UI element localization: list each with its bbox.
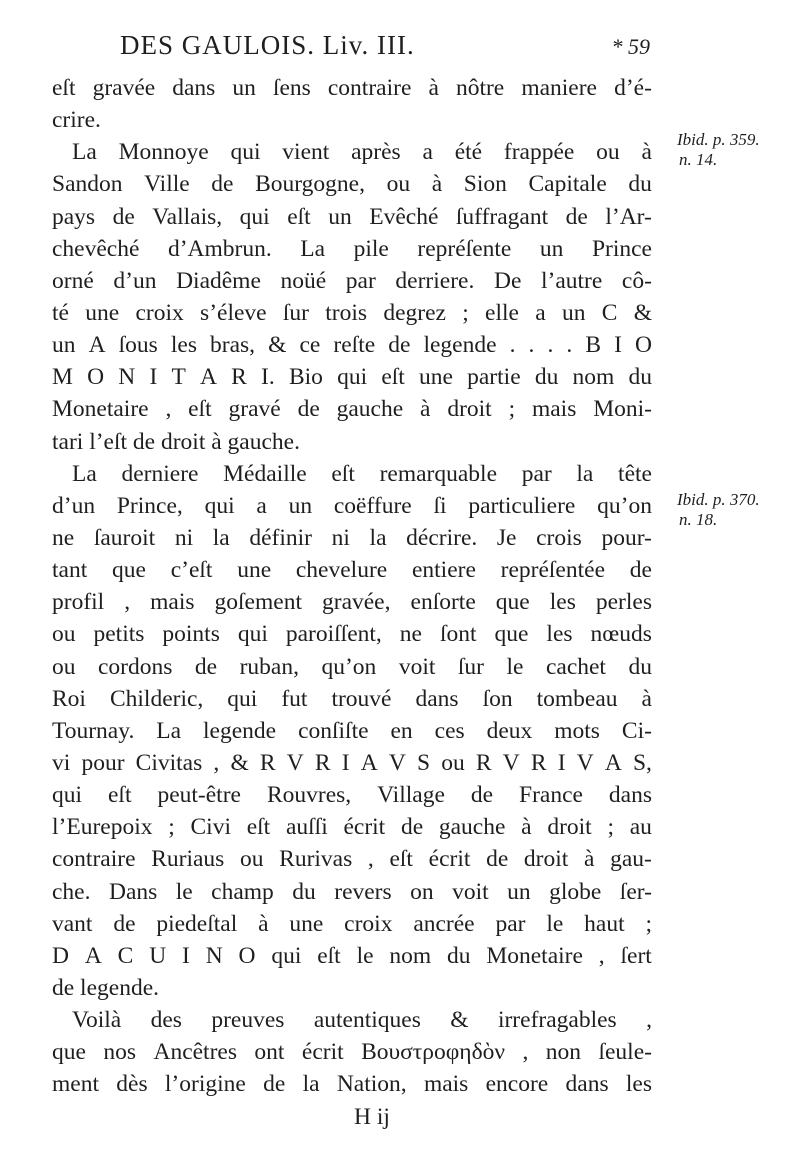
text-line: un A ſous les bras, & ce reſte de legende . . . . B I O <box>52 332 652 359</box>
text-line: qui eſt peut-être Rouvres, Village de France dans <box>52 782 652 809</box>
margin-note-ref: Ibid. p. 370. <box>677 490 760 509</box>
text-line: La Monnoye qui vient après a été frappée ou à <box>72 139 652 166</box>
margin-note <box>677 490 797 530</box>
signature-mark: H ij <box>354 1103 390 1130</box>
margin-note-ref: Ibid. p. 359. <box>677 130 760 149</box>
text-line: de legende. <box>52 974 160 1001</box>
text-line: vant de piedeſtal à une croix ancrée par le haut ; <box>52 910 652 937</box>
text-line: profil , mais goſement gravée, enſorte que les perles <box>52 589 652 616</box>
text-line: que nos Ancêtres ont écrit Βουστροφηδὸν , non ſeule- <box>52 1039 652 1066</box>
text-line: contraire Ruriaus ou Rurivas , eſt écrit de droit à gau- <box>52 846 652 873</box>
page-header <box>120 30 650 70</box>
text-line: Voilà des preuves autentiques & irrefragables , <box>72 1007 652 1034</box>
margin-note-number: n. 14. <box>679 150 718 169</box>
text-line: té une croix s’éleve ſur trois degrez ; elle a un C & <box>52 299 652 326</box>
text-line: tant que c’eſt une chevelure entiere repréſentée de <box>52 557 652 584</box>
running-head: DES GAULOIS. Liv. III. <box>120 30 415 60</box>
text-line: D A C U I N O qui eſt le nom du Monetaire , ſert <box>52 942 652 969</box>
text-line: crire. <box>52 107 101 134</box>
text-line: Monetaire , eſt gravé de gauche à droit ; mais Moni- <box>52 396 652 423</box>
margin-note <box>677 130 797 170</box>
text-line: M O N I T A R I. Bio qui eſt une partie du nom du <box>52 364 652 391</box>
text-line: Roi Childeric, qui fut trouvé dans ſon tombeau à <box>52 685 652 712</box>
text-line: La derniere Médaille eſt remarquable par la tête <box>72 460 652 487</box>
margin-note-number: n. 18. <box>679 510 718 529</box>
text-line: Sandon Ville de Bourgogne, ou à Sion Capitale du <box>52 171 652 198</box>
text-line: chevêché d’Ambrun. La pile repréſente un Prince <box>52 235 652 262</box>
text-line: l’Eurepoix ; Civi eſt auſſi écrit de gauche à droit ; au <box>52 814 652 841</box>
text-line: tari l’eſt de droit à gauche. <box>52 428 300 455</box>
text-line: d’un Prince, qui a un coëffure ſi particuliere qu’on <box>52 492 652 519</box>
text-line: eſt gravée dans un ſens contraire à nôtre maniere d’é- <box>52 75 652 101</box>
text-line: pays de Vallais, qui eſt un Evêché ſuffragant de l’Ar- <box>52 203 652 230</box>
text-line: ou cordons de ruban, qu’on voit ſur le cachet du <box>52 653 652 680</box>
text-line: vi pour Civitas , & R V R I A V S ou R V R I V A S, <box>52 749 652 776</box>
text-line: orné d’un Diadême noüé par derriere. De l’autre cô- <box>52 267 652 294</box>
text-line: Tournay. La legende conſiſte en ces deux mots Ci- <box>52 717 652 744</box>
text-line: ne ſauroit ni la définir ni la décrire. Je crois pour- <box>52 524 652 551</box>
text-line: ment dès l’origine de la Nation, mais encore dans les <box>52 1071 652 1098</box>
text-line: che. Dans le champ du revers on voit un globe ſer- <box>52 878 652 905</box>
body-text <box>52 72 652 1133</box>
page-number: * 59 <box>611 34 650 59</box>
text-line: ou petits points qui paroiſſent, ne ſont que les nœuds <box>52 621 652 648</box>
